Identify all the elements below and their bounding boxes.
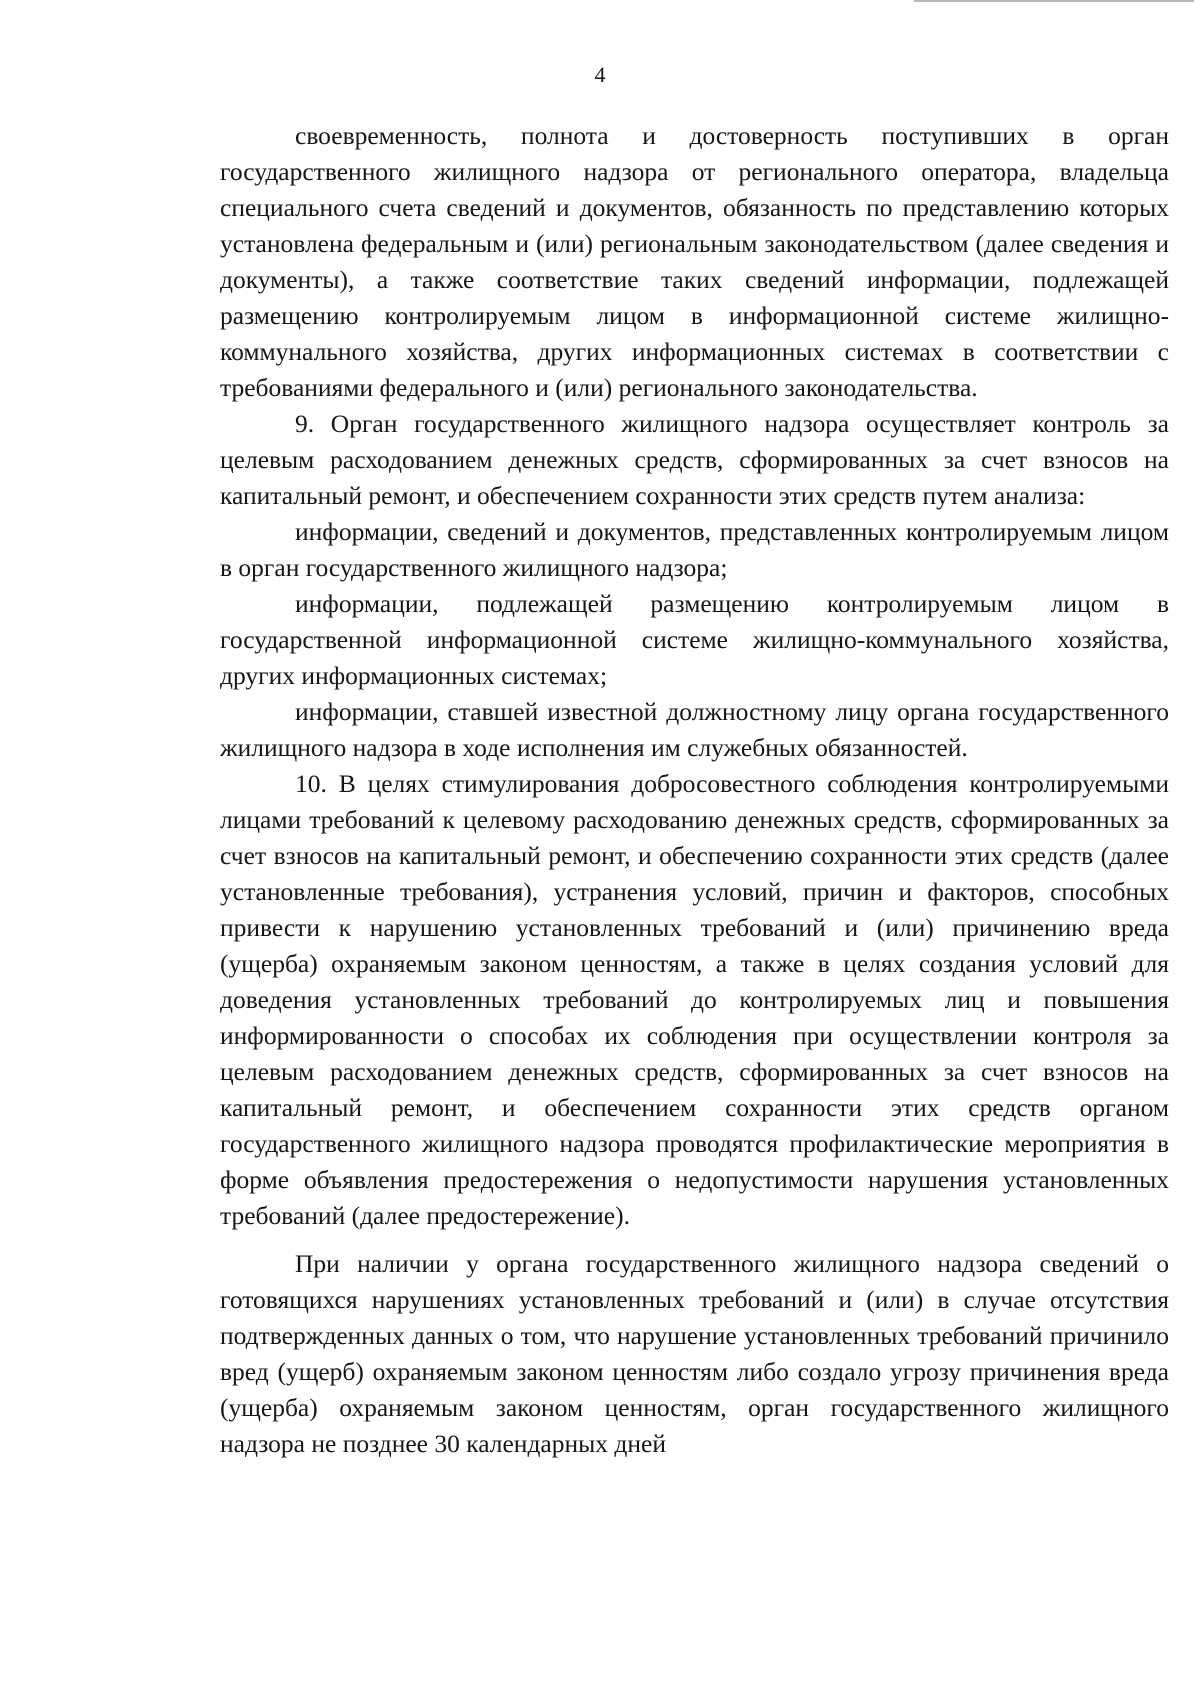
paragraph-info-documents: информации, сведений и документов, представленных контролируемым лицом в орган государственного жилищного надзора; [220,517,1169,582]
page-number: 4 [594,62,606,87]
paragraph-item-9: 9. Орган государственного жилищного надзора осуществляет контроль за целевым расходованием денежных средств, сформированных за счет взносов на капитальный ремонт, и обеспечением сохранности этих средств путем анализа: [220,409,1169,510]
paragraph-warning-conditions: При наличии у органа государственного жилищного надзора сведений о готовящихся нарушениях установленных требований и (или) в случае отсутствия подтвержденных данных о том, что нарушение установленных требований причинило вред (ущерб) охраняемым законом ценностям либо создало угрозу причинения вреда (ущерба) охраняемым законом ценностям, орган государственного жилищного надзора не позднее 30 календарных дней [220,1249,1169,1458]
document-body [220,118,1169,1462]
paragraph-info-systems: информации, подлежащей размещению контролируемым лицом в государственной информационной системе жилищно-коммунального хозяйства, других информационных системах; [220,589,1169,690]
paragraph-timeliness: своевременность, полнота и достоверность поступивших в орган государственного жилищного надзора от регионального оператора, владельца специального счета сведений и документов, обязанность по представлению которых установлена федеральным и (или) региональным законодательством (далее сведения и документы), а также соответствие таких сведений информации, подлежащей размещению контролируемым лицом в информационной системе жилищно-коммунального хозяйства, других информационных системах в соответствии с требованиями федерального и (или) регионального законодательства. [220,121,1169,402]
top-rule [914,0,1194,2]
paragraph-item-10: 10. В целях стимулирования добросовестного соблюдения контролируемыми лицами требований к целевому расходованию денежных средств, сформированных за счет взносов на капитальный ремонт, и обеспечению сохранности этих средств (далее установленные требования), устранения условий, причин и факторов, способных привести к нарушению установленных требований и (или) причинению вреда (ущерба) охраняемым законом ценностям, а также в целях создания условий для доведения установленных требований до контролируемых лиц и повышения информированности о способах их соблюдения при осуществлении контроля за целевым расходованием денежных средств, сформированных за счет взносов на капитальный ремонт, и обеспечением сохранности этих средств органом государственного жилищного надзора проводятся профилактические мероприятия в форме объявления предостережения о недопустимости нарушения установленных требований (далее предостережение). [220,769,1169,1230]
paragraph-info-official: информации, ставшей известной должностному лицу органа государственного жилищного надзора в ходе исполнения им служебных обязанностей. [220,697,1169,762]
